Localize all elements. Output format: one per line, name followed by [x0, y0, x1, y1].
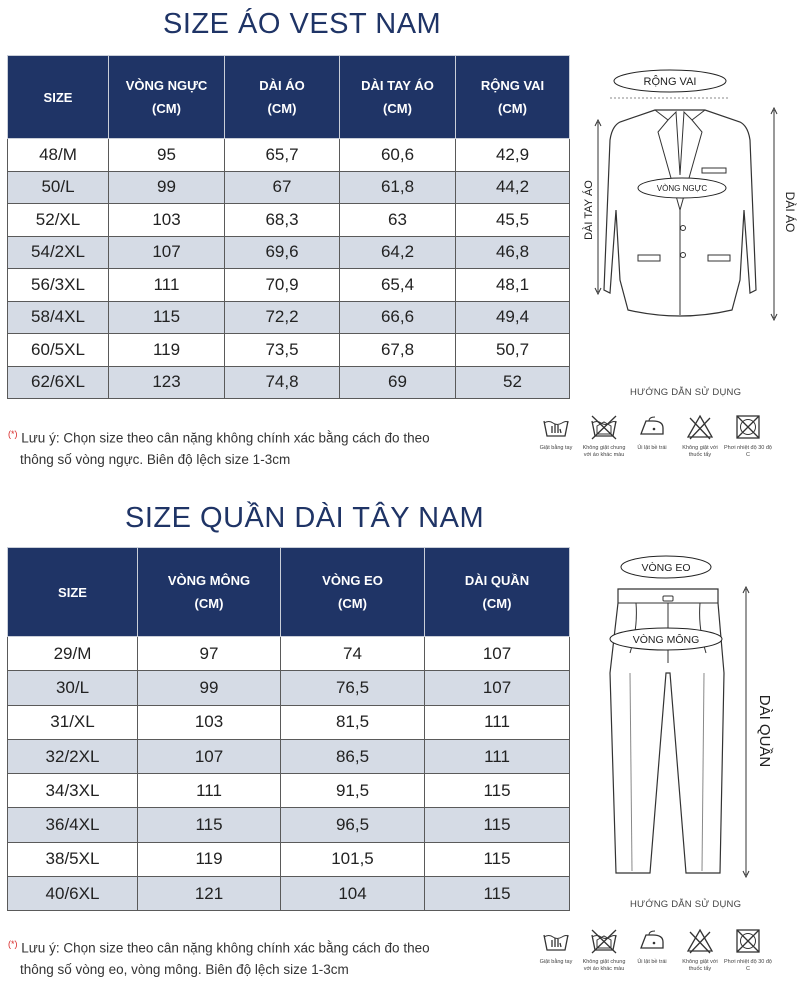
table-row [8, 671, 570, 705]
table-row [8, 366, 570, 399]
measure-cell: 115 [425, 877, 570, 911]
measure-cell: 49,4 [456, 301, 570, 334]
measure-cell: 104 [281, 877, 425, 911]
measure-cell: 44,2 [456, 171, 570, 204]
measure-cell: 81,5 [281, 705, 425, 739]
sleeve-label: DÀI TAY ÁO [583, 180, 595, 240]
note-mark: (*) [8, 429, 18, 439]
no-bleach-icon [685, 412, 715, 442]
measure-cell: 103 [109, 204, 225, 237]
measure-cell: 99 [138, 671, 281, 705]
care-item [532, 412, 580, 459]
care-item [676, 412, 724, 459]
pants-care-icons [532, 926, 772, 973]
table-row [8, 171, 570, 204]
measure-cell: 111 [425, 705, 570, 739]
measure-cell: 69,6 [225, 236, 340, 269]
measure-cell: 86,5 [281, 739, 425, 773]
measure-cell: 65,7 [225, 139, 340, 172]
measure-cell: 99 [109, 171, 225, 204]
size-cell: 50/L [8, 171, 109, 204]
measure-cell: 61,8 [340, 171, 456, 204]
size-cell: 56/3XL [8, 269, 109, 302]
measure-cell: 67,8 [340, 334, 456, 367]
measure-cell: 111 [109, 269, 225, 302]
pants-length-label: DÀI QUẦN [756, 694, 773, 768]
measure-cell: 67 [225, 171, 340, 204]
measure-cell: 74,8 [225, 366, 340, 399]
size-cell: 38/5XL [8, 842, 138, 876]
care-label: Giặt bằng tay [539, 959, 573, 965]
measure-cell: 115 [425, 842, 570, 876]
table-row [8, 301, 570, 334]
pants-guide-label: HƯỚNG DẪN SỬ DỤNG [630, 899, 742, 910]
care-label: Phơi nhiệt độ 30 độ C [724, 445, 772, 458]
measure-cell: 60,6 [340, 139, 456, 172]
column-header: SIZE [8, 56, 109, 139]
size-cell: 54/2XL [8, 236, 109, 269]
care-item [724, 412, 772, 459]
care-item [676, 926, 724, 973]
tumble-dry-icon [733, 926, 763, 956]
no-bleach-icon [685, 926, 715, 956]
care-item [532, 926, 580, 973]
note-mark: (*) [8, 939, 18, 949]
vest-size-table [7, 55, 570, 399]
measure-cell: 103 [138, 705, 281, 739]
measure-cell: 46,8 [456, 236, 570, 269]
size-cell: 52/XL [8, 204, 109, 237]
table-row [8, 808, 570, 842]
size-cell: 36/4XL [8, 808, 138, 842]
measure-cell: 115 [138, 808, 281, 842]
size-cell: 40/6XL [8, 877, 138, 911]
care-label: Không giặt với thuốc tẩy [682, 445, 718, 458]
measure-cell: 66,6 [340, 301, 456, 334]
care-item [628, 412, 676, 459]
care-label: Ủi lật bề trái [637, 445, 667, 451]
measure-cell: 70,9 [225, 269, 340, 302]
vest-diagram [580, 60, 795, 380]
note-line-2: thông số vòng ngực. Biên độ lệch size 1-3cm [20, 451, 291, 467]
measure-cell: 115 [109, 301, 225, 334]
pants-diagram [600, 553, 790, 888]
measure-cell: 50,7 [456, 334, 570, 367]
measure-cell: 63 [340, 204, 456, 237]
column-header: SIZE [8, 548, 138, 637]
table-row [8, 236, 570, 269]
measure-cell: 111 [138, 774, 281, 808]
care-label: Giặt bằng tay [539, 445, 573, 451]
care-label: Không giặt với thuốc tẩy [682, 959, 718, 972]
chest-label: VÒNG NGỰC [656, 184, 708, 193]
measure-cell: 119 [138, 842, 281, 876]
measure-cell: 64,2 [340, 236, 456, 269]
measure-cell: 107 [425, 671, 570, 705]
column-header: DÀI TAY ÁO (CM) [340, 56, 456, 139]
table-row [8, 204, 570, 237]
care-label: Ủi lật bề trái [637, 959, 667, 965]
column-header: VÒNG NGỰC (CM) [109, 56, 225, 139]
table-row [8, 842, 570, 876]
note-line-2: thông số vòng eo, vòng mông. Biên độ lệch size 1-3cm [20, 961, 349, 977]
measure-cell: 45,5 [456, 204, 570, 237]
measure-cell: 74 [281, 637, 425, 671]
hand-wash-icon [541, 412, 571, 442]
hip-label: VÒNG MÔNG [632, 634, 700, 646]
note-line-1: Lưu ý: Chọn size theo cân nặng không chính xác bằng cách đo theo [21, 430, 430, 446]
care-item [628, 926, 676, 973]
measure-cell: 107 [425, 637, 570, 671]
measure-cell: 121 [138, 877, 281, 911]
table-row [8, 334, 570, 367]
size-cell: 60/5XL [8, 334, 109, 367]
size-cell: 58/4XL [8, 301, 109, 334]
measure-cell: 52 [456, 366, 570, 399]
measure-cell: 72,2 [225, 301, 340, 334]
measure-cell: 73,5 [225, 334, 340, 367]
measure-cell: 107 [138, 739, 281, 773]
iron-low-icon [637, 412, 667, 442]
measure-cell: 119 [109, 334, 225, 367]
measure-cell: 69 [340, 366, 456, 399]
pants-note [8, 934, 430, 980]
size-cell: 62/6XL [8, 366, 109, 399]
vest-note [8, 424, 430, 470]
size-cell: 34/3XL [8, 774, 138, 808]
measure-cell: 111 [425, 739, 570, 773]
vest-title: SIZE ÁO VEST NAM [163, 8, 442, 40]
care-item [724, 926, 772, 973]
table-row [8, 637, 570, 671]
size-cell: 30/L [8, 671, 138, 705]
column-header: DÀI ÁO (CM) [225, 56, 340, 139]
measure-cell: 101,5 [281, 842, 425, 876]
length-label: DÀI ÁO [783, 191, 797, 233]
measure-cell: 115 [425, 774, 570, 808]
pants-size-table [7, 547, 570, 911]
iron-low-icon [637, 926, 667, 956]
care-label: Phơi nhiệt độ 30 độ C [724, 959, 772, 972]
measure-cell: 48,1 [456, 269, 570, 302]
measure-cell: 123 [109, 366, 225, 399]
care-item [580, 926, 628, 973]
measure-cell: 76,5 [281, 671, 425, 705]
hand-wash-icon [541, 926, 571, 956]
measure-cell: 42,9 [456, 139, 570, 172]
size-cell: 29/M [8, 637, 138, 671]
table-row [8, 705, 570, 739]
table-row [8, 139, 570, 172]
size-cell: 32/2XL [8, 739, 138, 773]
measure-cell: 91,5 [281, 774, 425, 808]
column-header: VÒNG EO (CM) [281, 548, 425, 637]
care-item [580, 412, 628, 459]
measure-cell: 65,4 [340, 269, 456, 302]
table-row [8, 774, 570, 808]
no-mixed-wash-icon [589, 412, 619, 442]
note-line-1: Lưu ý: Chọn size theo cân nặng không chính xác bằng cách đo theo [21, 940, 430, 956]
pants-title: SIZE QUẦN DÀI TÂY NAM [125, 502, 485, 534]
table-row [8, 269, 570, 302]
measure-cell: 107 [109, 236, 225, 269]
vest-guide-label: HƯỚNG DẪN SỬ DỤNG [630, 387, 742, 398]
size-cell: 48/M [8, 139, 109, 172]
waist-label: VÒNG EO [641, 562, 691, 574]
column-header: VÒNG MÔNG (CM) [138, 548, 281, 637]
measure-cell: 95 [109, 139, 225, 172]
table-row [8, 739, 570, 773]
care-label: Không giặt chung với áo khác màu [582, 445, 626, 458]
shoulder-label: RỘNG VAI [643, 76, 697, 88]
care-label: Không giặt chung với áo khác màu [582, 959, 626, 972]
measure-cell: 115 [425, 808, 570, 842]
size-cell: 31/XL [8, 705, 138, 739]
no-mixed-wash-icon [589, 926, 619, 956]
measure-cell: 97 [138, 637, 281, 671]
column-header: DÀI QUẦN (CM) [425, 548, 570, 637]
tumble-dry-icon [733, 412, 763, 442]
column-header: RỘNG VAI (CM) [456, 56, 570, 139]
measure-cell: 68,3 [225, 204, 340, 237]
table-row [8, 877, 570, 911]
measure-cell: 96,5 [281, 808, 425, 842]
vest-care-icons [532, 412, 772, 459]
